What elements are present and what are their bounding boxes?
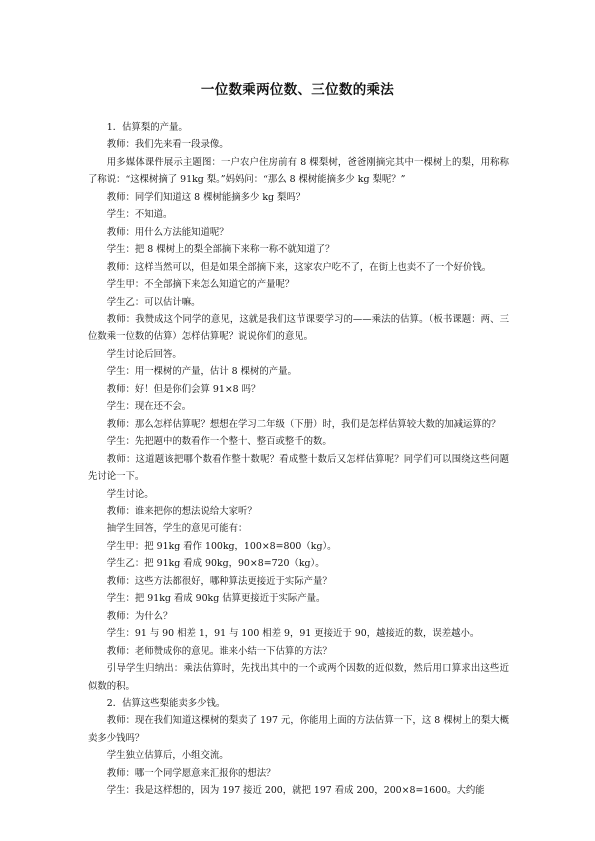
paragraph: 学生：先把题中的数看作一个整十、整百或整千的数。 [106, 436, 332, 448]
paragraph: 学生：把 91kg 看成 90kg 估算更接近于实际产量。 [106, 593, 326, 605]
paragraph: 教师：用什么方法能知道呢？ [106, 226, 229, 238]
paragraph: 学生：把 8 棵树上的梨全部摘下来称一称不就知道了？ [106, 244, 335, 256]
paragraph: 教师：那么怎样估算呢？想想在学习二年级（下册）时，我们是怎样估算较大数的加减运算的？ [106, 418, 501, 430]
paragraph: 教师：我赞成这个同学的意见，这就是我们这节课要学习的——乘法的估算。（板书课题：两、三位数乘一位数的估算）怎样估算呢？说说你们的意见。 [88, 313, 509, 343]
paragraph: 教师：为什么？ [106, 610, 173, 622]
paragraph: 学生讨论。 [106, 488, 154, 500]
document-body [88, 119, 509, 800]
paragraph: 学生乙：把 91kg 看成 90kg，90×8=720（kg）。 [106, 558, 325, 570]
paragraph: 用多媒体课件展示主题图：一户农户住房前有 8 棵梨树，爸爸刚摘完其中一棵树上的梨，用称称了称说：“这棵树摘了 91kg 梨。”妈妈问：“那么 8 棵树能摘多少 kg 梨呢？” [88, 156, 509, 186]
paragraph: 1．估算梨的产量。 [106, 122, 188, 133]
paragraph: 学生：用一棵树的产量，估计 8 棵树的产量。 [106, 366, 297, 378]
paragraph: 学生乙：可以估计嘛。 [106, 296, 201, 308]
paragraph: 学生：我是这样想的，因为 197 接近 200，就把 197 看成 200，200×8=1600。大约能 [106, 785, 485, 797]
paragraph: 学生：不知道。 [106, 209, 173, 221]
paragraph: 教师：我们先来看一段录像。 [106, 139, 229, 151]
paragraph: 教师：哪一个同学愿意来汇报你的想法？ [106, 767, 276, 779]
paragraph: 教师：这样当然可以，但是如果全部摘下来，这家农户吃不了，在街上也卖不了一个好价钱。 [106, 261, 492, 273]
paragraph: 教师：同学们知道这 8 棵树能摘多少 kg 梨吗？ [106, 191, 306, 203]
paragraph: 教师：老师赞成你的意见。谁来小结一下估算的方法？ [106, 645, 332, 657]
paragraph: 学生：91 与 90 相差 1，91 与 100 相差 9，91 更接近于 90，越接近的数，误差越小。 [106, 628, 480, 640]
paragraph: 教师：这道题该把哪个数看作整十数呢？看成整十数后又怎样估算呢？同学们可以围绕这些问题先讨论一下。 [88, 453, 509, 483]
paragraph: 教师：现在我们知道这棵树的梨卖了 197 元，你能用上面的方法估算一下，这 8 棵树上的梨大概卖多少钱吗？ [88, 715, 509, 744]
paragraph: 学生甲：不全部摘下来怎么知道它的产量呢？ [106, 279, 295, 291]
paragraph: 教师：谁来把你的想法说给大家听？ [106, 505, 257, 517]
paragraph: 学生讨论后回答。 [106, 348, 182, 360]
paragraph: 学生甲：把 91kg 看作 100kg，100×8=800（kg）。 [106, 540, 337, 552]
paragraph: 抽学生回答，学生的意见可能有： [106, 523, 248, 535]
paragraph: 学生：现在还不会。 [106, 401, 192, 413]
paragraph: 学生独立估算后，小组交流。 [106, 750, 229, 762]
paragraph: 2．估算这些梨能卖多少钱。 [106, 697, 226, 709]
paragraph: 引导学生归纳出：乘法估算时，先找出其中的一个或两个因数的近似数，然后用口算求出这些近似数的积。 [88, 663, 509, 692]
paragraph: 教师：这些方法都很好，哪种算法更接近于实际产量？ [106, 575, 332, 587]
document-title: 一位数乘两位数、三位数的乘法 [200, 82, 395, 98]
paragraph: 教师：好！但是你们会算 91×8 吗？ [106, 383, 261, 395]
